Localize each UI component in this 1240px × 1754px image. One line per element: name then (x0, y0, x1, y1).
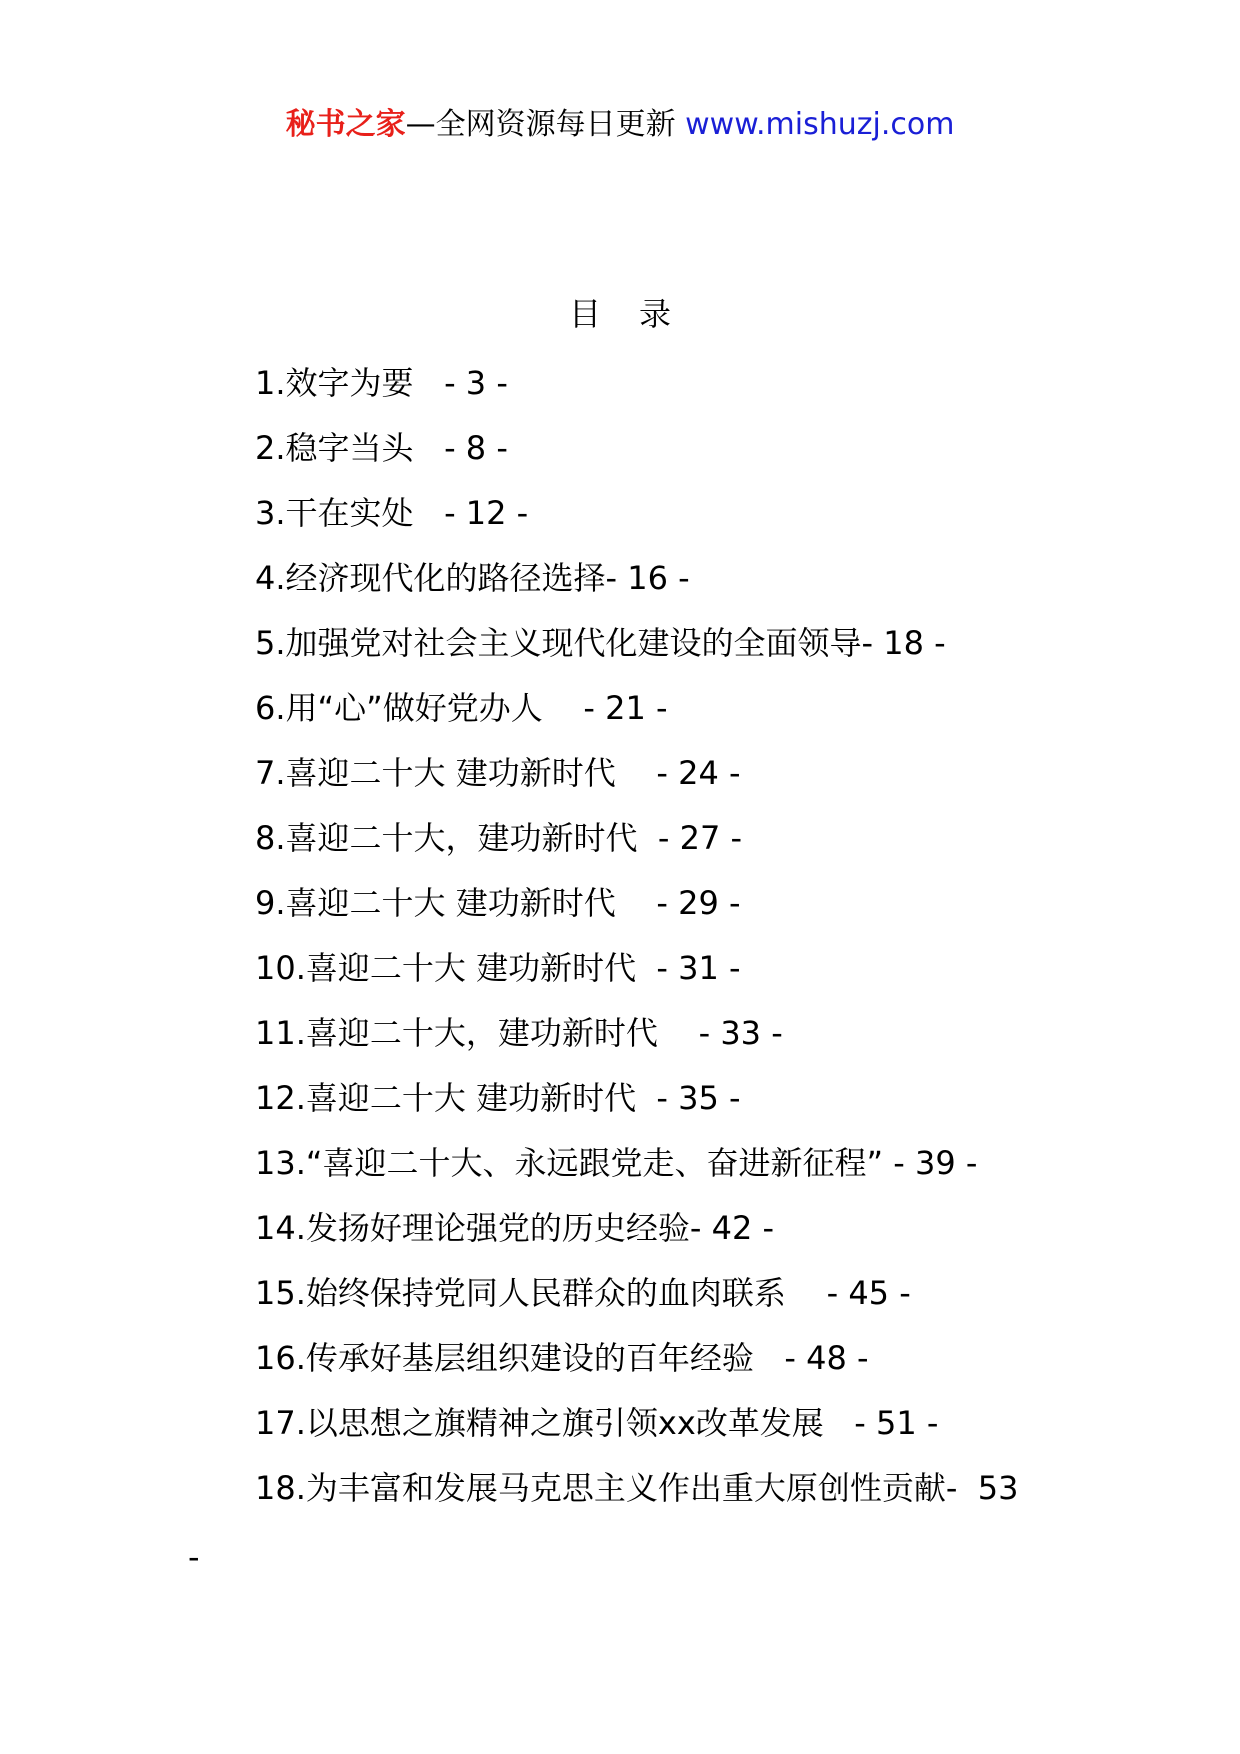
toc-entry[interactable] (255, 358, 1155, 423)
toc-entry-page: - 18 - (861, 624, 946, 662)
toc-title-right: 录 (639, 295, 672, 333)
toc-entry-page: - 45 - (785, 1274, 911, 1312)
toc-entry-title: 5.加强党对社会主义现代化建设的全面领导 (255, 624, 862, 662)
toc-entry-page: - 8 - (413, 429, 508, 467)
page-header (0, 100, 1240, 150)
toc-entry-page: - 24 - (615, 754, 741, 792)
header-tagline: —全网资源每日更新 (405, 107, 676, 142)
toc-entry-page: - 29 - (615, 884, 741, 922)
toc-wrapped-page-dash: - (188, 1538, 200, 1576)
toc-entry[interactable] (255, 1268, 1155, 1333)
toc-entry-page: - 16 - (605, 559, 690, 597)
toc-entry-title: 6.用“心”做好党办人 (255, 689, 543, 727)
toc-entry-page: - 12 - (413, 494, 529, 532)
toc-entry-title: 3.干在实处 (255, 494, 414, 532)
toc-entry-title: 8.喜迎二十大，建功新时代 (255, 819, 638, 857)
toc-entry-page: - 27 - (637, 819, 743, 857)
toc-entry[interactable] (255, 943, 1155, 1008)
toc-entry-title: 14.发扬好理论强党的历史经验 (255, 1209, 690, 1247)
toc-entry[interactable] (255, 1203, 1155, 1268)
toc-entry-title: 4.经济现代化的路径选择 (255, 559, 606, 597)
toc-entry-title: 2.稳字当头 (255, 429, 414, 467)
toc-entry-page: - 48 - (753, 1339, 869, 1377)
toc-entry-title: 15.始终保持党同人民群众的血肉联系 (255, 1274, 786, 1312)
toc-title (0, 292, 1240, 336)
toc-entry[interactable] (255, 1398, 1155, 1463)
toc-entry[interactable] (255, 813, 1155, 878)
brand-name: 秘书之家 (285, 107, 406, 142)
toc-entry[interactable] (255, 748, 1155, 813)
toc-entry-title: 13.“喜迎二十大、永远跟党走、奋进新征程” (255, 1144, 884, 1182)
toc-entry[interactable] (255, 488, 1155, 553)
toc-entry[interactable] (255, 1138, 1155, 1203)
toc-entry-page: - 51 - (823, 1404, 939, 1442)
toc-entry-page: - 21 - (542, 689, 668, 727)
toc-entry-title: 11.喜迎二十大，建功新时代 (255, 1014, 658, 1052)
toc-entry-title: 9.喜迎二十大 建功新时代 (255, 884, 616, 922)
toc-entry-title: 7.喜迎二十大 建功新时代 (255, 754, 616, 792)
toc-entry-page: - 42 - (689, 1209, 775, 1247)
toc-entry-page: - 35 - (636, 1079, 741, 1117)
toc-entry-title: 10.喜迎二十大 建功新时代 (255, 949, 637, 987)
toc-entry[interactable] (255, 423, 1155, 488)
toc-entry-title: 17.以思想之旗精神之旗引领xx改革发展 (255, 1404, 824, 1442)
toc-entry-title: 18.为丰富和发展马克思主义作出重大原创性贡献 (255, 1469, 946, 1507)
toc-title-left: 目 (568, 295, 601, 333)
toc-entry-title: 16.传承好基层组织建设的百年经验 (255, 1339, 754, 1377)
toc-entry[interactable] (255, 683, 1155, 748)
toc-entry-page: - 53 (945, 1469, 1019, 1507)
toc-entry-title: 12.喜迎二十大 建功新时代 (255, 1079, 637, 1117)
table-of-contents (255, 358, 1155, 1528)
site-url-link[interactable]: www.mishuzj.com (685, 107, 955, 142)
toc-entry-page: - 39 - (883, 1144, 978, 1182)
toc-entry-page: - 31 - (636, 949, 741, 987)
toc-entry-title: 1.效字为要 (255, 364, 414, 402)
toc-entry[interactable] (255, 1008, 1155, 1073)
toc-entry[interactable] (255, 553, 1155, 618)
toc-entry[interactable] (255, 1073, 1155, 1138)
toc-entry-page: - 3 - (413, 364, 508, 402)
toc-entry[interactable] (255, 618, 1155, 683)
toc-entry[interactable] (255, 878, 1155, 943)
toc-entry-page: - 33 - (657, 1014, 783, 1052)
toc-entry[interactable] (255, 1333, 1155, 1398)
toc-entry[interactable] (255, 1463, 1155, 1528)
